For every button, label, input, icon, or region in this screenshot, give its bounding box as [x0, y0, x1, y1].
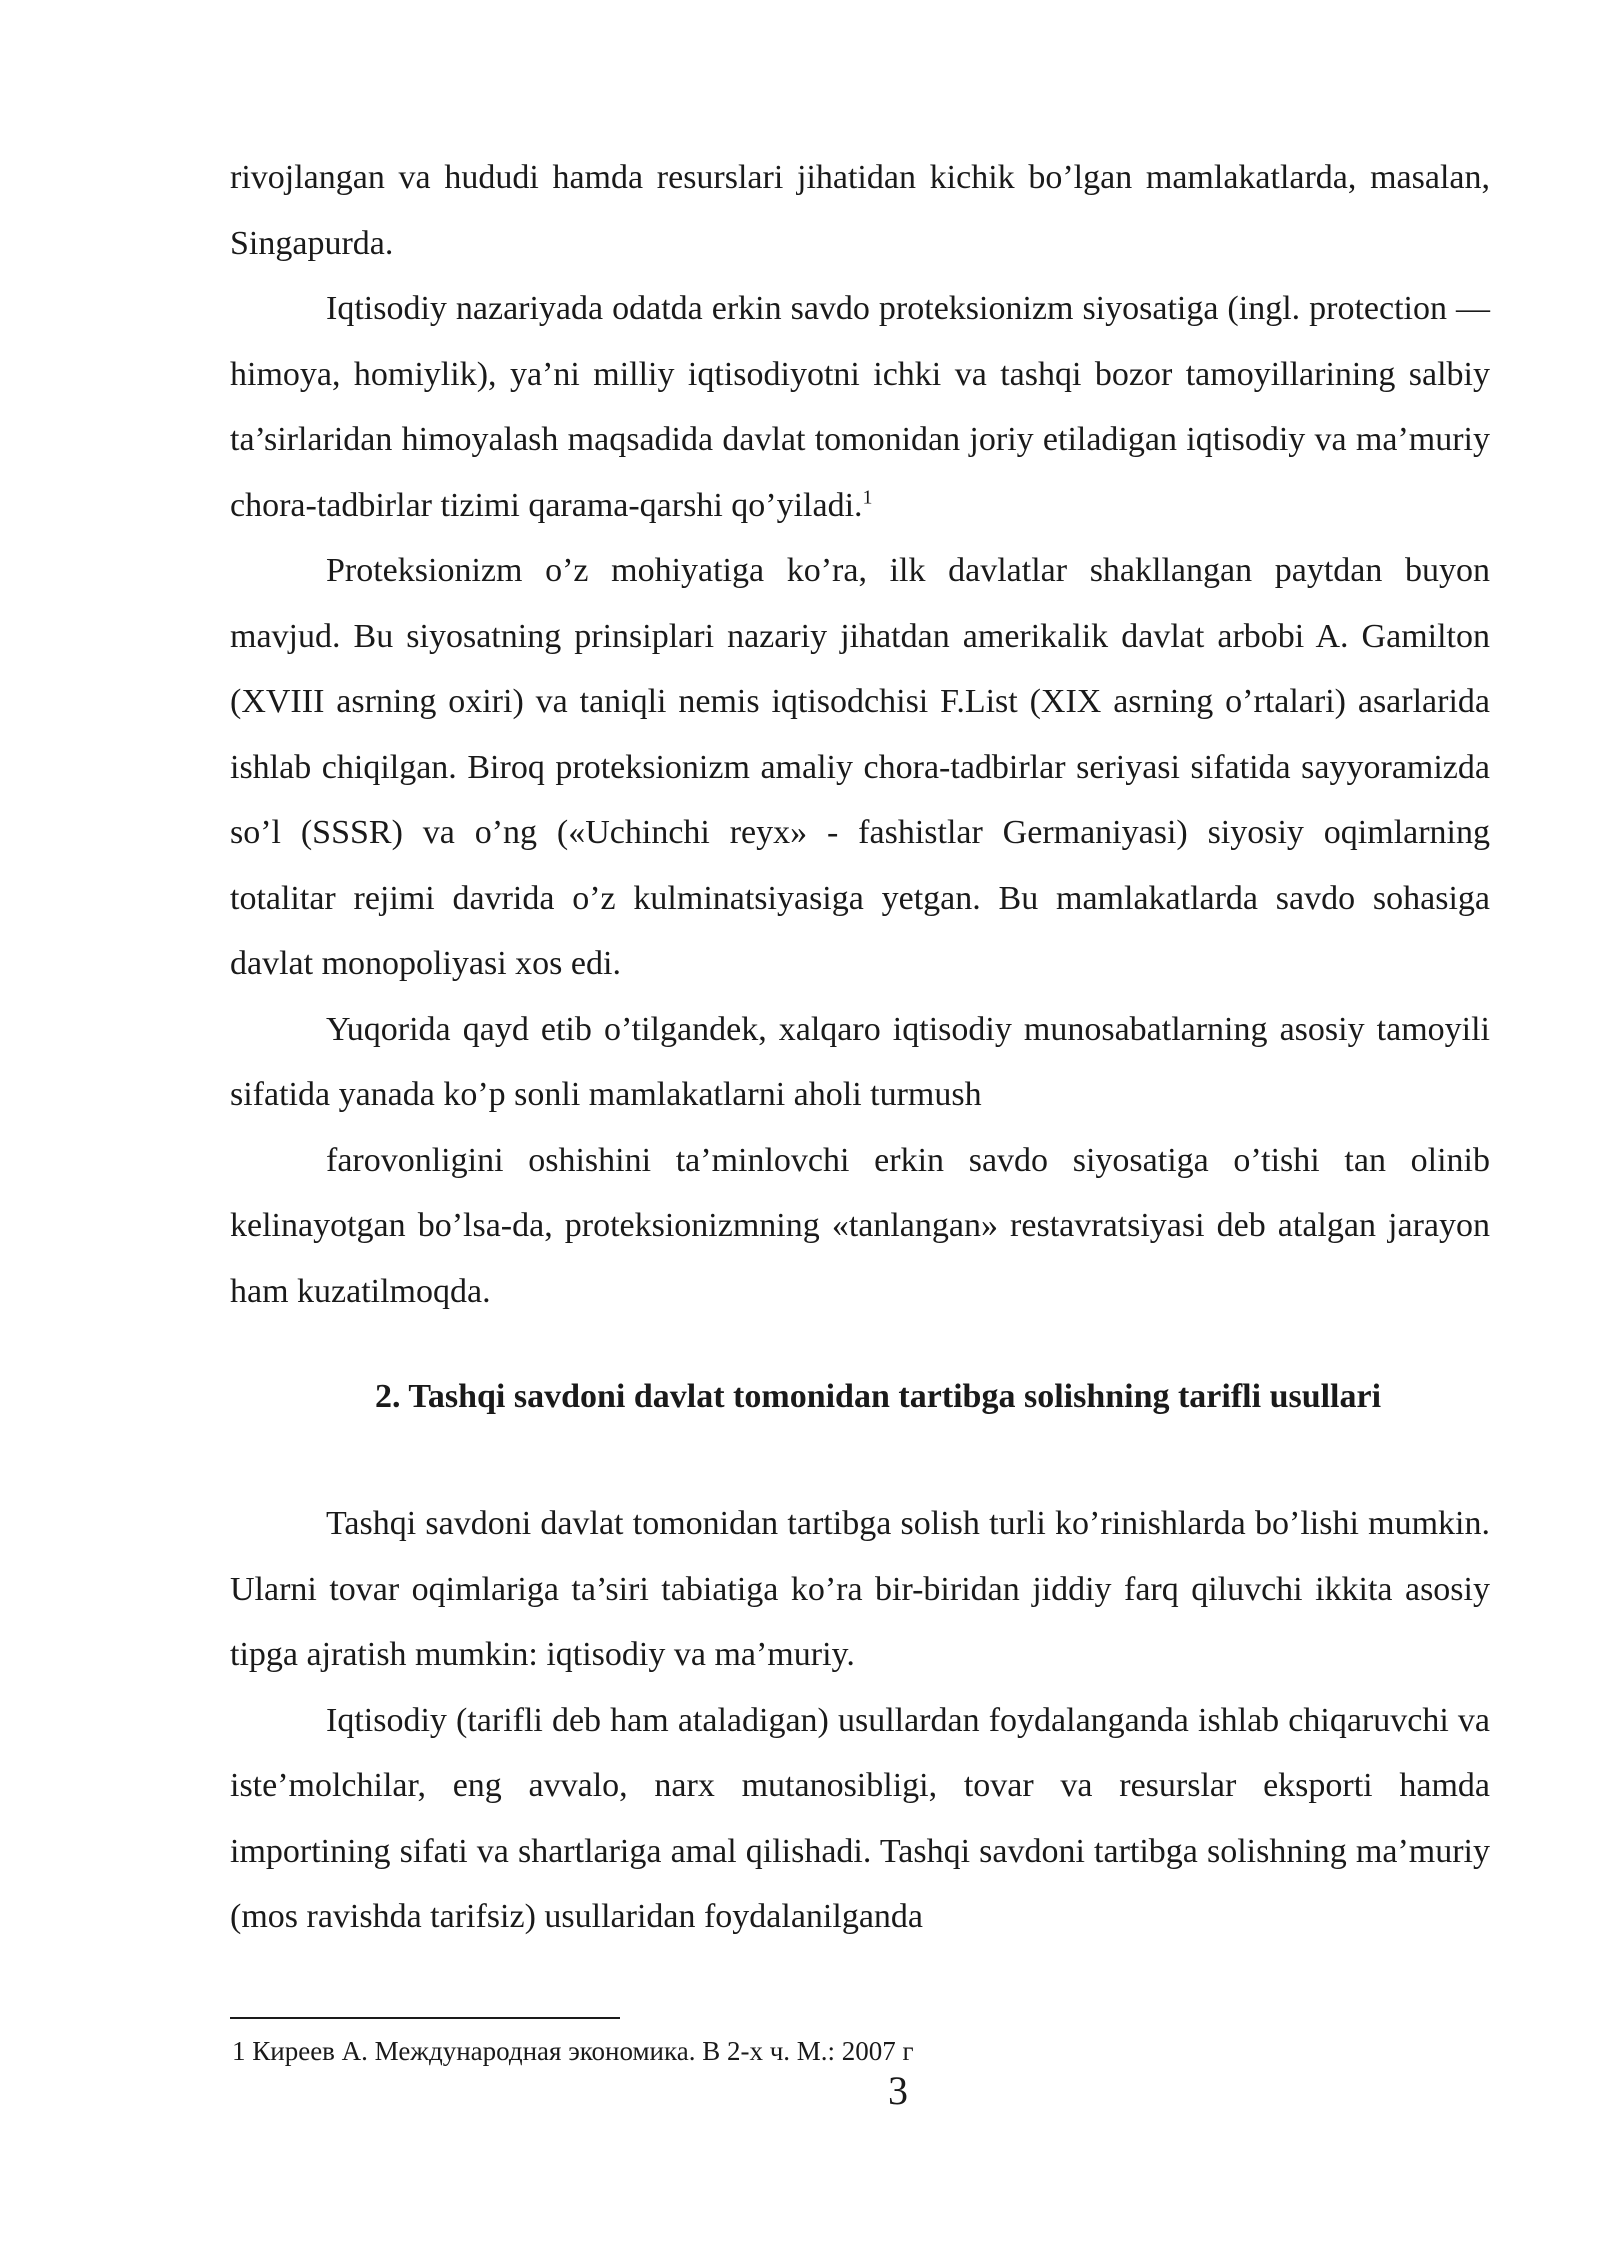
- footnote: 1 Киреев А. Международная экономика. В 2-х ч. М.: 2007 г: [232, 2036, 914, 2066]
- paragraph-2: [230, 276, 1490, 538]
- paragraph-6: Tashqi savdoni davlat tomonidan tartibga solish turli ko’rinishlarda bo’lishi mumkin. Ularni tovar oqimlariga ta’siri tabiatiga ko’ra bir-biridan jiddiy farq qiluvchi ikkita asosiy tipga ajratish mumkin: iqtisodiy va ma’muriy.: [230, 1505, 1490, 1673]
- paragraph-1: rivojlangan va hududi hamda resurslari jihatidan kichik bo’lgan mamlakatlarda, masalan, Singapurda.: [230, 159, 1490, 262]
- paragraph-3: Proteksionizm o’z mohiyatiga ko’ra, ilk davlatlar shakllangan paytdan buyon mavjud. Bu siyosatning prinsiplari nazariy jihatdan amerikalik davlat arbobi A. Gamilton (XVIII asrning oxiri) va taniqli nemis iqtisodchisi F.List (XIX asrning o’rtalari) asarlarida ishlab chiqilgan. Biroq proteksionizm amaliy chora-tadbirlar seriyasi sifatida sayyoramizda so’l (SSSR) va o’ng («Uchinchi reyx» - fashistlar Germaniyasi) siyosiy oqimlarning totalitar rejimi davrida o’z kulminatsiyasiga yetgan. Bu mamlakatlarda savdo sohasiga davlat monopoliyasi xos edi.: [230, 552, 1490, 982]
- paragraph-4: Yuqorida qayd etib o’tilgandek, xalqaro iqtisodiy munosabatlarning asosiy tamoyili sifatida yanada ko’p sonli mamlakatlarni aholi turmush: [230, 1010, 1490, 1113]
- footnote-divider: [230, 2017, 620, 2019]
- page-number: 3: [888, 2068, 908, 2113]
- paragraph-2-text: Iqtisodiy nazariyada odatda erkin savdo proteksionizm siyosatiga (ingl. protection — himoya, homiylik), ya’ni milliy iqtisodiyotni ichki va tashqi bozor tamoyillarining salbiy ta’sirlaridan himoyalash maqsadida davlat tomonidan joriy etiladigan iqtisodiy va ma’muriy chora-tadbirlar tizimi qarama-qarshi qo’yiladi.: [230, 290, 1490, 524]
- page-body: [230, 145, 1490, 1950]
- footnote-reference[interactable]: 1: [862, 486, 873, 509]
- paragraph-7: Iqtisodiy (tarifli deb ham ataladigan) usullardan foydalanganda ishlab chiqaruvchi va iste’molchilar, eng avvalo, narx mutanosibligi, tovar va resurslar eksporti hamda importining sifati va shartlariga amal qilishadi. Tashqi savdoni tartibga solishning ma’muriy (mos ravishda tarifsiz) usullaridan foydalanilganda: [230, 1701, 1490, 1935]
- section-heading: 2. Tashqi savdoni davlat tomonidan tartibga solishning tarifli usullari: [374, 1378, 1382, 1415]
- paragraph-5: farovonligini oshishini ta’minlovchi erkin savdo siyosatiga o’tishi tan olinib kelinayotgan bo’lsa-da, proteksionizmning «tanlangan» restavratsiyasi deb atalgan jarayon ham kuzatilmoqda.: [230, 1141, 1490, 1310]
